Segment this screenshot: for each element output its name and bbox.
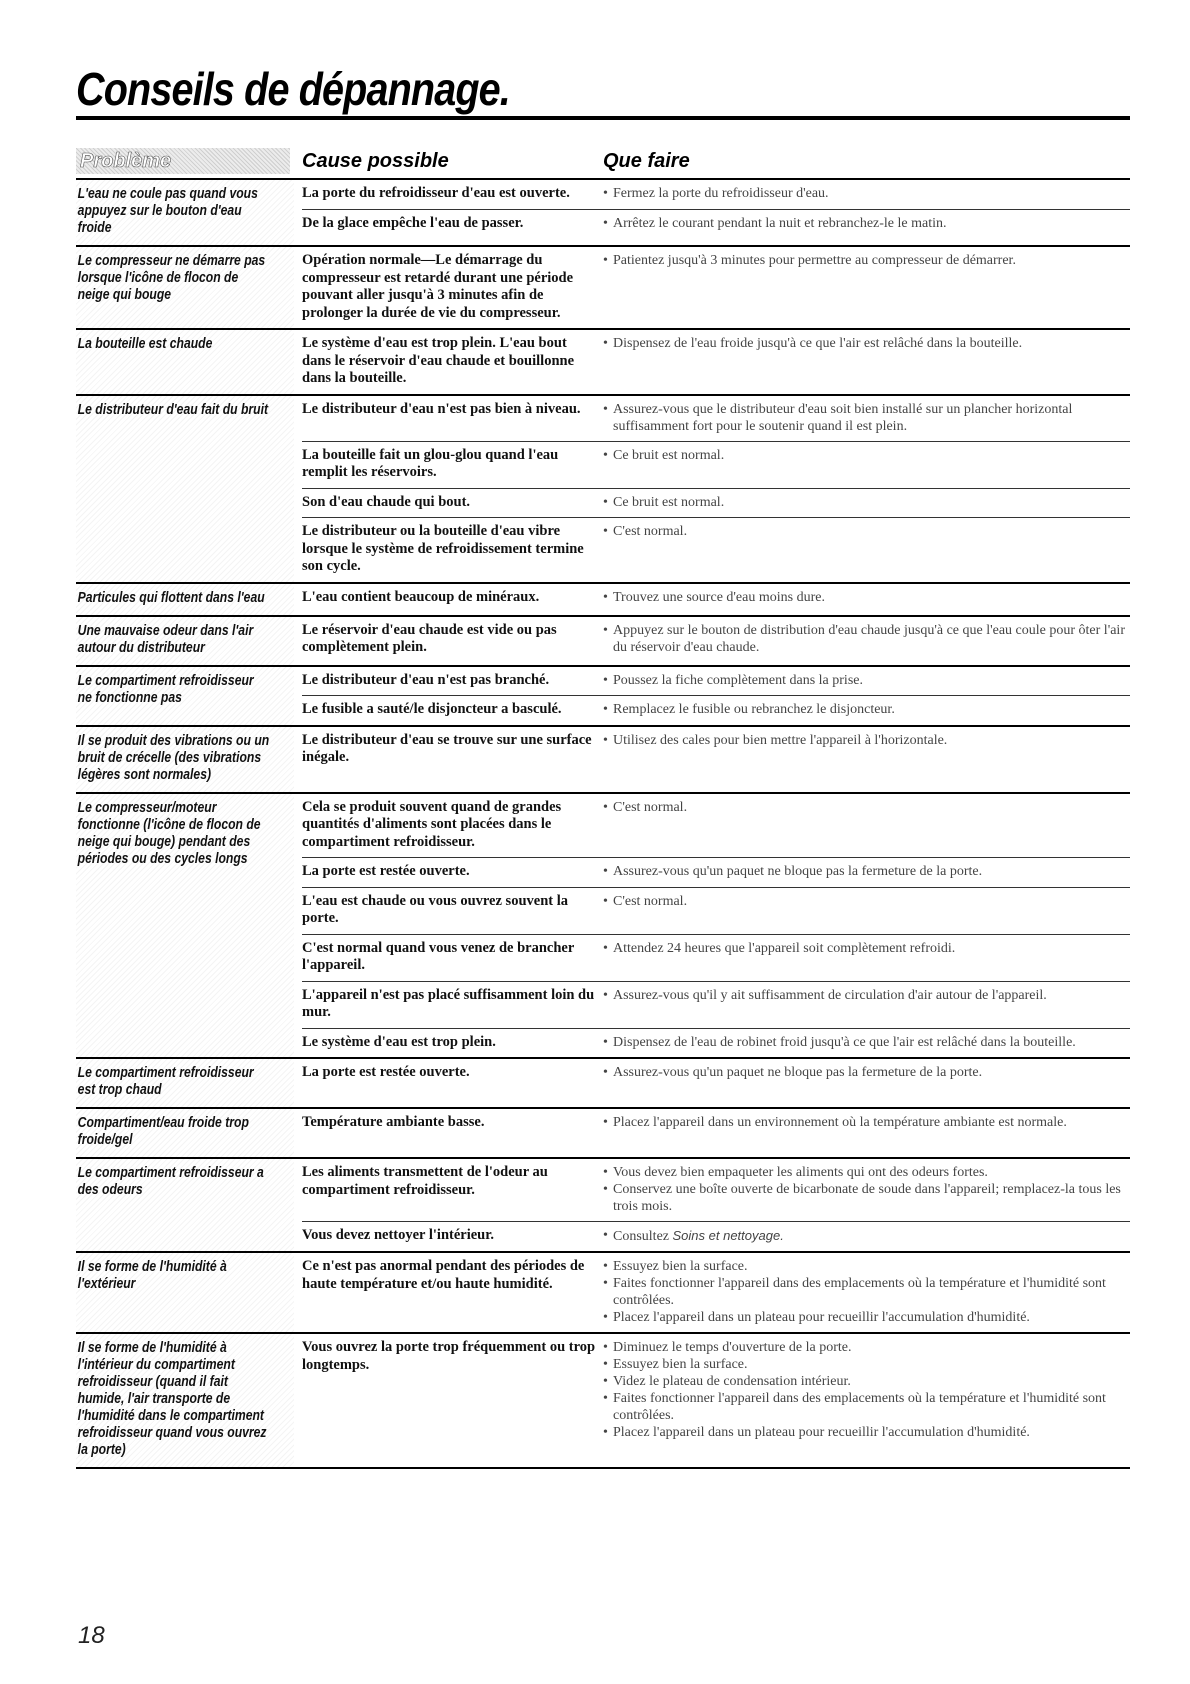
action-item: • Essuyez bien la surface. xyxy=(603,1258,1131,1275)
cause-text: L'eau est chaude ou vous ouvrez souvent la porte. xyxy=(302,892,568,926)
action-item: • Poussez la fiche complètement dans la prise. xyxy=(603,672,1131,689)
action-item: • Essuyez bien la surface. xyxy=(603,1356,1131,1373)
header-action: Que faire xyxy=(603,150,690,172)
action-list xyxy=(598,210,1131,239)
problem-text: Le compartiment refroidisseur a des odeurs xyxy=(77,1165,264,1198)
action-list xyxy=(598,982,1131,1028)
action-list xyxy=(598,1029,1131,1058)
problem-text: Le compresseur ne démarre pas lorsque l'icône de flocon de neige qui bouge xyxy=(77,253,266,303)
problem-text: Compartiment/eau froide trop froide/gel xyxy=(77,1115,249,1148)
cause-action-pair xyxy=(302,1059,1130,1088)
action-item: • Patientez jusqu'à 3 minutes pour permettre au compresseur de démarrer. xyxy=(603,252,1131,269)
cause-action-pair xyxy=(302,1222,1130,1251)
table-row xyxy=(76,794,1130,1060)
cause-action-pair xyxy=(302,180,1130,210)
cause-text: Cela se produit souvent quand de grandes quantités d'aliments sont placées dans le compartiment refroidisseur. xyxy=(302,798,562,850)
cause-action-pair xyxy=(302,489,1130,519)
table-row xyxy=(76,1109,1130,1159)
action-item: • Fermez la porte du refroidisseur d'eau. xyxy=(603,185,1131,202)
action-item: • C'est normal. xyxy=(603,893,1131,910)
cause-action-pair xyxy=(302,396,1130,442)
cause-text: Ce n'est pas anormal pendant des périodes de haute température et/ou haute humidité. xyxy=(302,1258,585,1292)
action-list xyxy=(598,617,1131,663)
cause-text: La porte est restée ouverte. xyxy=(302,1064,470,1080)
problem-cell xyxy=(76,396,294,582)
action-list xyxy=(598,667,1131,696)
cause-text: Le système d'eau est trop plein. xyxy=(302,1033,496,1050)
table-row xyxy=(76,396,1130,584)
action-item: • Assurez-vous qu'un paquet ne bloque pas la fermeture de la porte. xyxy=(603,863,1131,880)
page-title: Conseils de dépannage. xyxy=(76,63,510,115)
action-item xyxy=(603,1227,1131,1245)
action-list xyxy=(598,396,1131,441)
cause-text: Température ambiante basse. xyxy=(302,1114,485,1130)
action-item: • Conservez une boîte ouverte de bicarbonate de soude dans l'appareil; remplacez-la tous les trois mois. xyxy=(603,1181,1131,1215)
problem-cell xyxy=(76,667,294,725)
problem-cell xyxy=(76,1059,294,1107)
action-item: • Attendez 24 heures que l'appareil soit complètement refroidi. xyxy=(603,940,1131,957)
problem-cell xyxy=(76,1253,294,1332)
cause-text: La porte est restée ouverte. xyxy=(302,863,470,879)
cause-action-pair xyxy=(302,1334,1130,1447)
problem-text: Particules qui flottent dans l'eau xyxy=(77,589,265,606)
header-problem: Problème xyxy=(76,148,290,174)
cause-action-pair xyxy=(302,935,1130,982)
cause-action-pair xyxy=(302,518,1130,582)
problem-text: Le compresseur/moteur fonctionne (l'icône de flocon de neige qui bouge) pendant des périodes ou des cycles longs xyxy=(77,799,261,867)
table-row xyxy=(76,330,1130,396)
action-item: • C'est normal. xyxy=(603,799,1131,816)
problem-text: Le compartiment refroidisseur est trop chaud xyxy=(77,1065,254,1098)
action-list xyxy=(598,888,1131,934)
cause-text: Le réservoir d'eau chaude est vide ou pas complètement plein. xyxy=(302,621,557,655)
cause-action-group xyxy=(302,727,1130,792)
cause-action-group xyxy=(302,247,1130,328)
action-text: Consultez xyxy=(613,1229,673,1244)
table-row xyxy=(76,1059,1130,1109)
action-list xyxy=(598,794,1131,858)
cause-text: La porte du refroidisseur d'eau est ouverte. xyxy=(302,185,570,201)
cause-text: La bouteille fait un glou-glou quand l'eau remplit les réservoirs. xyxy=(302,446,559,480)
cause-action-pair xyxy=(302,210,1130,239)
problem-text: Il se forme de l'humidité à l'extérieur xyxy=(77,1259,227,1292)
cause-action-pair xyxy=(302,1159,1130,1222)
action-list xyxy=(598,696,1131,725)
problem-cell xyxy=(76,727,294,792)
action-item: • Assurez-vous que le distributeur d'eau soit bien installé sur un plancher horizontal suffisamment fort pour le soutenir quand il est plein. xyxy=(603,401,1131,435)
cause-action-pair xyxy=(302,667,1130,697)
cause-action-pair xyxy=(302,584,1130,613)
problem-cell xyxy=(76,330,294,394)
cause-action-pair xyxy=(302,794,1130,859)
problem-cell xyxy=(76,247,294,328)
section-reference: Soins et nettoyage. xyxy=(672,1228,784,1243)
problem-cell xyxy=(76,180,294,245)
problem-text: Une mauvaise odeur dans l'air autour du distributeur xyxy=(77,622,254,656)
cause-action-pair xyxy=(302,442,1130,489)
cause-action-group xyxy=(302,1159,1130,1251)
action-list xyxy=(598,442,1131,488)
cause-text: L'appareil n'est pas placé suffisamment loin du mur. xyxy=(302,986,595,1020)
cause-text: L'eau contient beaucoup de minéraux. xyxy=(302,588,540,605)
cause-action-pair xyxy=(302,1029,1130,1058)
action-list xyxy=(598,1109,1131,1138)
problem-text: Il se forme de l'humidité à l'intérieur du compartiment refroidisseur (quand il fait humide, l'air transporte de l'humidité dans le compartiment refroidisseur quand vous ouvrez la porte) xyxy=(77,1340,267,1458)
problem-text: Le distributeur d'eau fait du bruit xyxy=(77,401,269,418)
action-list xyxy=(598,518,1131,582)
cause-action-pair xyxy=(302,858,1130,888)
header-cause: Cause possible xyxy=(302,150,449,172)
problem-text: La bouteille est chaude xyxy=(77,336,213,352)
action-list xyxy=(598,858,1131,887)
problem-cell xyxy=(76,617,294,665)
cause-action-pair xyxy=(302,1253,1130,1332)
action-item: • Assurez-vous qu'il y ait suffisamment de circulation d'air autour de l'appareil. xyxy=(603,987,1131,1004)
action-list xyxy=(598,247,1131,328)
cause-text: De la glace empêche l'eau de passer. xyxy=(302,214,524,231)
cause-action-pair xyxy=(302,888,1130,935)
cause-text: Vous devez nettoyer l'intérieur. xyxy=(302,1227,494,1243)
action-item: • Placez l'appareil dans un plateau pour recueillir l'accumulation d'humidité. xyxy=(603,1309,1131,1326)
action-item: • Appuyez sur le bouton de distribution d'eau chaude jusqu'à ce que l'eau coule pour ôter l'air du réservoir d'eau chaude. xyxy=(603,622,1131,656)
problem-cell xyxy=(76,794,294,1058)
cause-action-group xyxy=(302,617,1130,665)
cause-action-group xyxy=(302,667,1130,725)
table-row xyxy=(76,180,1130,247)
action-list xyxy=(598,1334,1131,1447)
cause-text: Le système d'eau est trop plein. L'eau bout dans le réservoir d'eau chaude et bouillonne dans la bouteille. xyxy=(302,335,575,386)
action-item: • Ce bruit est normal. xyxy=(603,494,1131,511)
page-number: 18 xyxy=(78,1622,105,1649)
action-list xyxy=(598,935,1131,981)
cause-action-pair xyxy=(302,330,1130,394)
action-item: • Ce bruit est normal. xyxy=(603,447,1131,464)
action-item: • Dispensez de l'eau de robinet froid jusqu'à ce que l'air est relâché dans la bouteille. xyxy=(603,1034,1131,1051)
cause-text: Le fusible a sauté/le disjoncteur a basculé. xyxy=(302,701,562,717)
cause-text: Vous ouvrez la porte trop fréquemment ou trop longtemps. xyxy=(302,1339,596,1373)
cause-action-group xyxy=(302,1059,1130,1107)
cause-text: Le distributeur ou la bouteille d'eau vibre lorsque le système de refroidissement termine son cycle. xyxy=(302,523,584,574)
cause-action-pair xyxy=(302,982,1130,1029)
cause-action-group xyxy=(302,794,1130,1058)
action-item: • Dispensez de l'eau froide jusqu'à ce que l'air est relâché dans la bouteille. xyxy=(603,335,1131,352)
cause-text: Le distributeur d'eau n'est pas branché. xyxy=(302,671,550,688)
action-item: • Faites fonctionner l'appareil dans des emplacements où la température et l'humidité sont contrôlées. xyxy=(603,1275,1131,1309)
problem-cell xyxy=(76,1109,294,1157)
cause-text: Opération normale—Le démarrage du compresseur est retardé durant une période pouvant aller jusqu'à 3 minutes afin de prolonger la durée de vie du compresseur. xyxy=(302,252,574,321)
cause-action-group xyxy=(302,1253,1130,1332)
cause-action-pair xyxy=(302,617,1130,663)
problem-text: L'eau ne coule pas quand vous appuyez sur le bouton d'eau froide xyxy=(77,186,258,236)
cause-action-group xyxy=(302,396,1130,582)
problem-cell xyxy=(76,1334,294,1467)
action-item: • Placez l'appareil dans un environnement où la température ambiante est normale. xyxy=(603,1114,1131,1131)
action-item: • Videz le plateau de condensation intérieur. xyxy=(603,1373,1131,1390)
cause-action-pair xyxy=(302,247,1130,328)
cause-action-pair xyxy=(302,727,1130,773)
action-item: • Utilisez des cales pour bien mettre l'appareil à l'horizontale. xyxy=(603,732,1131,749)
action-list xyxy=(598,584,1131,613)
action-list xyxy=(598,1059,1131,1088)
action-list xyxy=(598,330,1131,394)
action-item: • Placez l'appareil dans un plateau pour recueillir l'accumulation d'humidité. xyxy=(603,1424,1131,1441)
cause-action-group xyxy=(302,330,1130,394)
cause-action-group xyxy=(302,1109,1130,1157)
table-row xyxy=(76,617,1130,667)
problem-text: Le compartiment refroidisseur ne fonctionne pas xyxy=(77,672,254,706)
cause-text: Les aliments transmettent de l'odeur au compartiment refroidisseur. xyxy=(302,1164,548,1198)
table-row xyxy=(76,1334,1130,1469)
action-list xyxy=(598,1159,1131,1221)
cause-text: C'est normal quand vous venez de brancher l'appareil. xyxy=(302,939,575,973)
cause-action-group xyxy=(302,180,1130,245)
action-item: • C'est normal. xyxy=(603,523,1131,540)
troubleshooting-table xyxy=(76,180,1130,1469)
cause-action-pair xyxy=(302,1109,1130,1138)
problem-cell xyxy=(76,584,294,615)
action-list xyxy=(598,180,1131,209)
action-item: • Arrêtez le courant pendant la nuit et rebranchez-le le matin. xyxy=(603,215,1131,232)
action-item: • Trouvez une source d'eau moins dure. xyxy=(603,589,1131,606)
table-row xyxy=(76,667,1130,727)
problem-text: Il se produit des vibrations ou un bruit de crécelle (des vibrations légères sont normales) xyxy=(77,732,270,783)
cause-action-pair xyxy=(302,696,1130,725)
table-row xyxy=(76,247,1130,330)
action-list xyxy=(598,1222,1131,1251)
action-item: • Assurez-vous qu'un paquet ne bloque pas la fermeture de la porte. xyxy=(603,1064,1131,1081)
action-item: • Remplacez le fusible ou rebranchez le disjoncteur. xyxy=(603,701,1131,718)
table-row xyxy=(76,727,1130,794)
cause-text: Le distributeur d'eau se trouve sur une surface inégale. xyxy=(302,731,592,765)
table-row xyxy=(76,584,1130,617)
title-rule xyxy=(76,116,1130,120)
cause-action-group xyxy=(302,584,1130,615)
cause-text: Son d'eau chaude qui bout. xyxy=(302,493,471,510)
table-row xyxy=(76,1159,1130,1253)
action-item: • Diminuez le temps d'ouverture de la porte. xyxy=(603,1339,1131,1356)
action-list xyxy=(598,489,1131,518)
cause-action-group xyxy=(302,1334,1130,1467)
table-row xyxy=(76,1253,1130,1334)
action-list xyxy=(598,727,1131,773)
action-item: • Vous devez bien empaqueter les aliments qui ont des odeurs fortes. xyxy=(603,1164,1131,1181)
table-header xyxy=(76,146,1130,180)
action-item: • Faites fonctionner l'appareil dans des emplacements où la température et l'humidité sont contrôlées. xyxy=(603,1390,1131,1424)
cause-text: Le distributeur d'eau n'est pas bien à niveau. xyxy=(302,400,581,417)
problem-cell xyxy=(76,1159,294,1251)
action-list xyxy=(598,1253,1131,1332)
